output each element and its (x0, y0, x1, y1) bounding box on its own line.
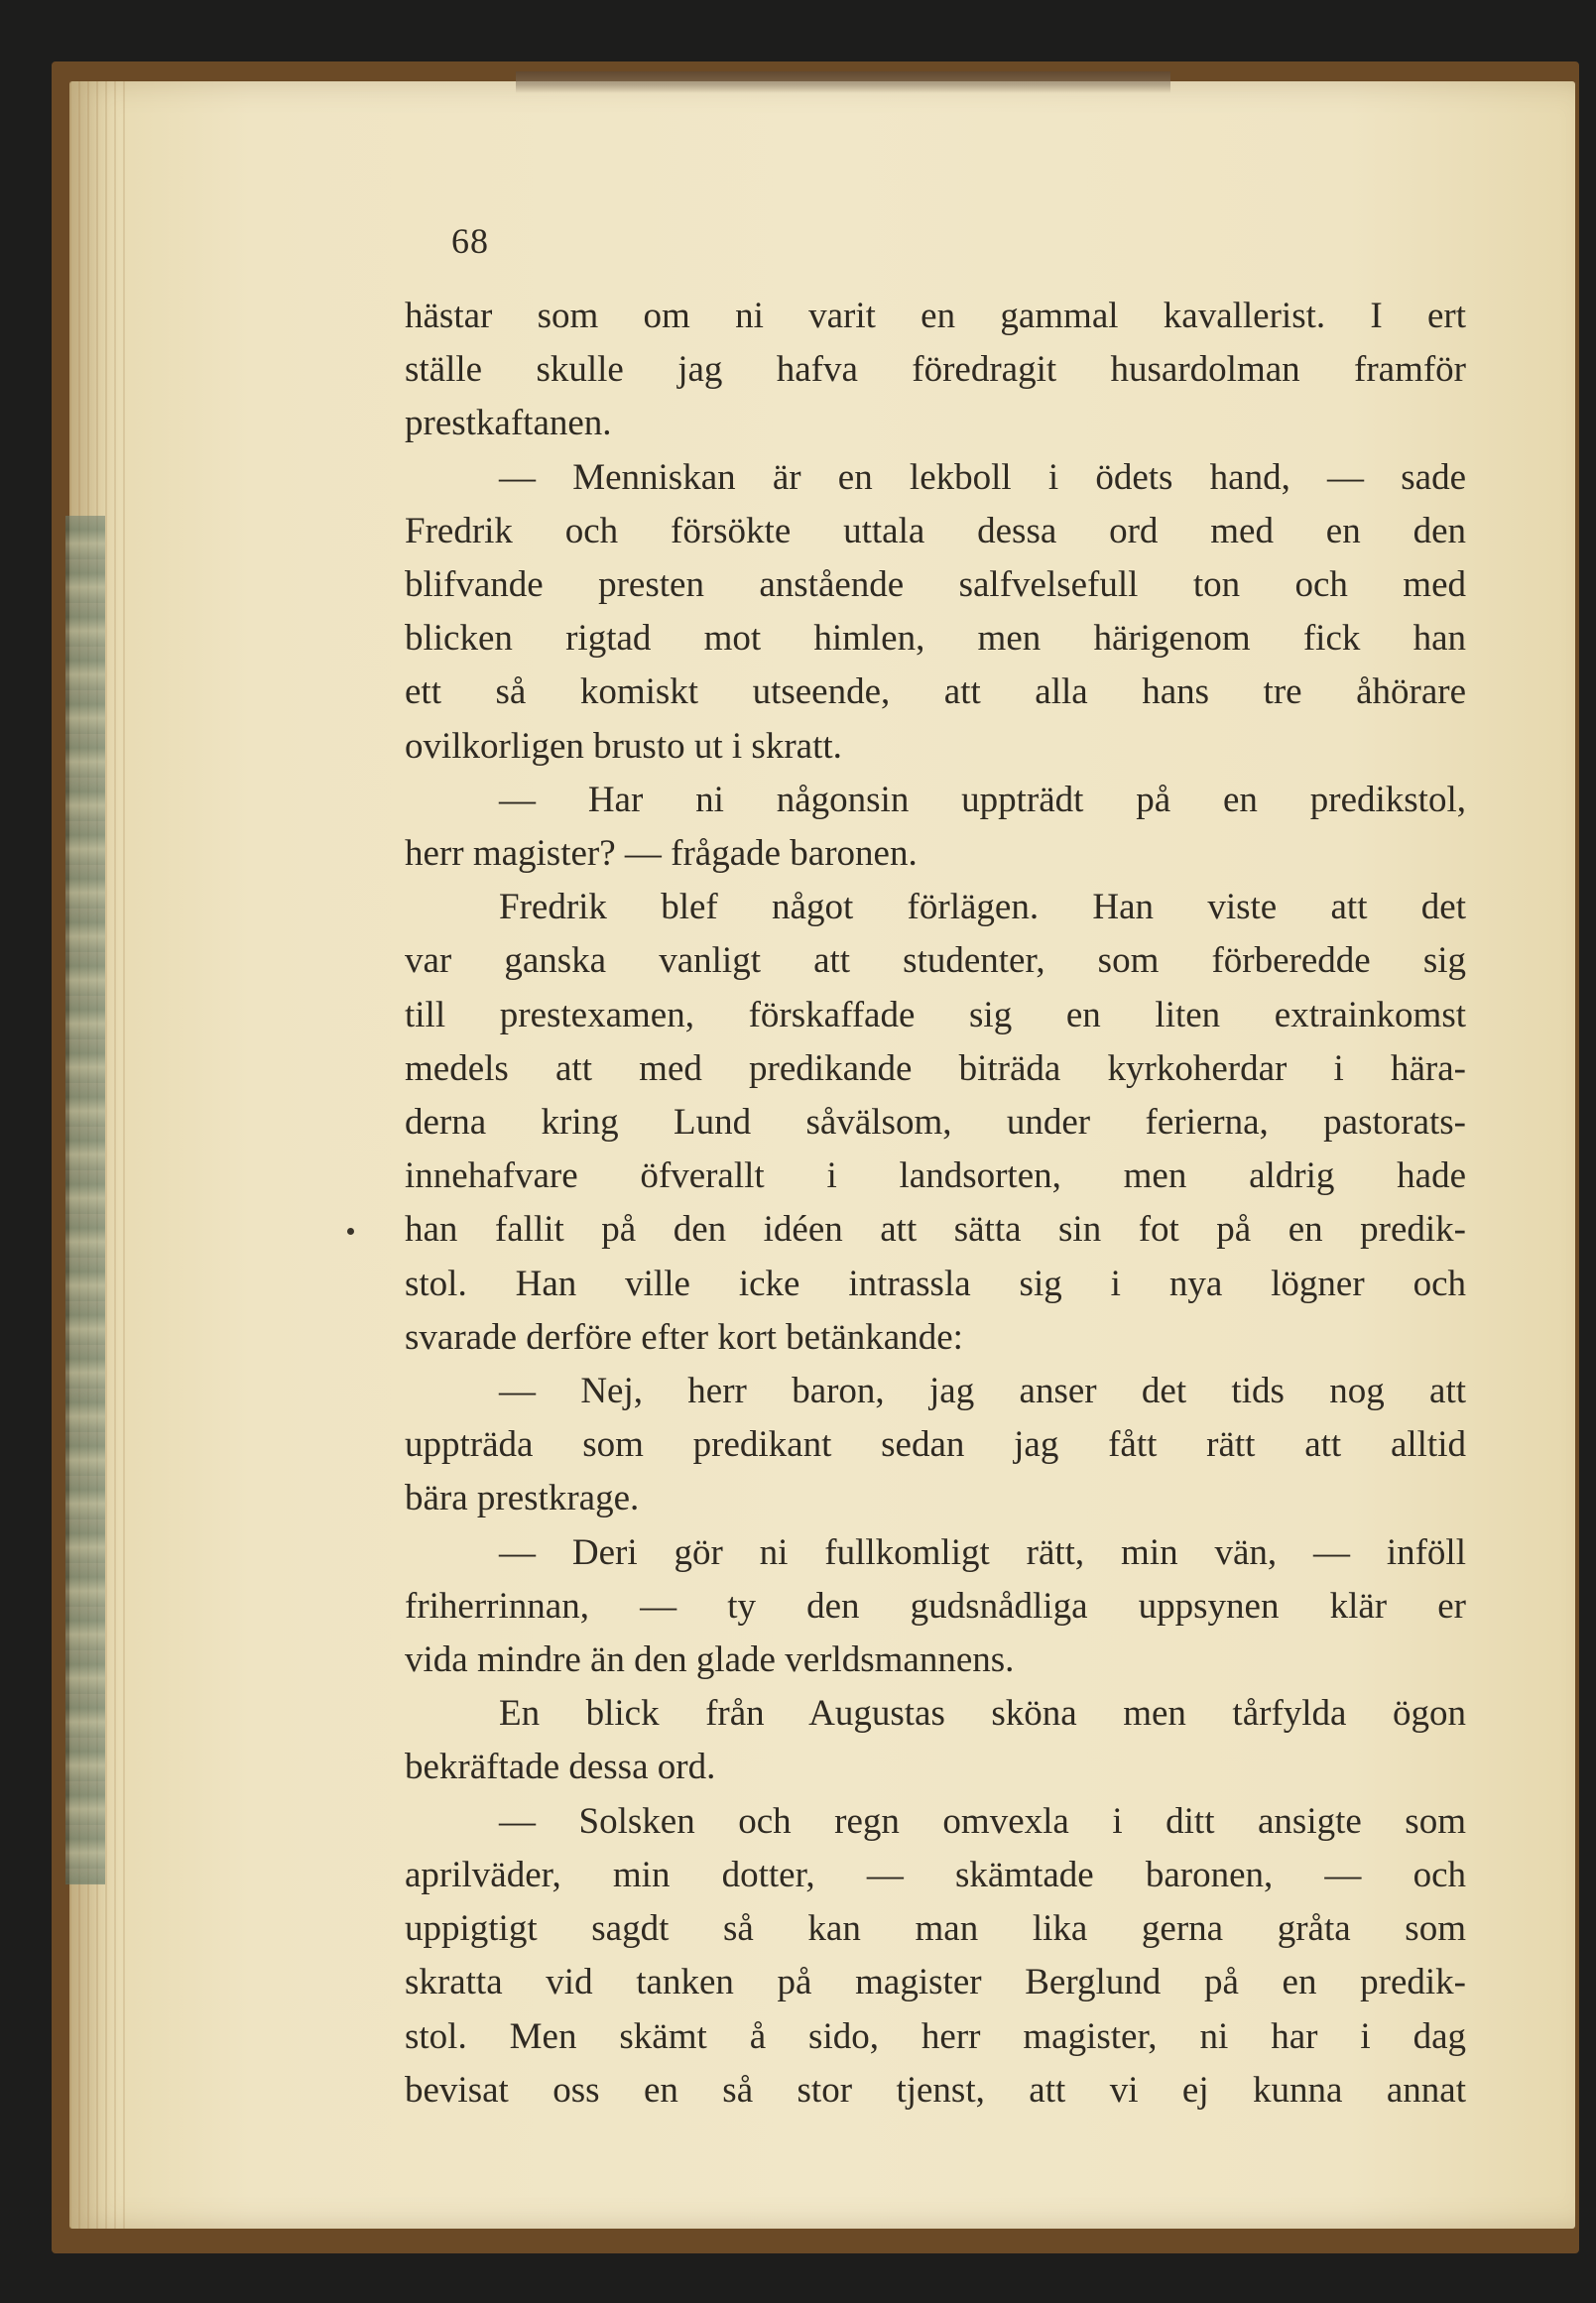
text-line: bekräftade dessa ord. (405, 1747, 716, 1788)
text-line: ett så komiskt utseende, att alla hans tre åhörare (405, 671, 1466, 713)
text-line: vida mindre än den glade verldsmannens. (405, 1639, 1015, 1681)
text-line: svarade derföre efter kort betänkande: (405, 1316, 963, 1358)
text-line: hästar som om ni varit en gammal kavallerist. I ert (405, 296, 1466, 336)
text-line: uppträda som predikant sedan jag fått rätt att alltid (405, 1424, 1466, 1466)
text-line: medels att med predikande biträda kyrkoherdar i hära- (405, 1047, 1466, 1089)
text-line: Fredrik blef något förlägen. Han viste att det (499, 887, 1466, 928)
text-line: — Deri gör ni fullkomligt rätt, min vän, — inföll (499, 1531, 1466, 1573)
paragraph (405, 881, 1466, 1365)
body-text (405, 290, 1466, 2118)
text-line: prestkaftanen. (405, 403, 612, 444)
paragraph (405, 1365, 1466, 1526)
text-line: Fredrik och försökte uttala dessa ord med en den (405, 510, 1466, 551)
text-line: — Nej, herr baron, jag anser det tids nog att (499, 1371, 1466, 1412)
text-line: — Solsken och regn omvexla i ditt ansigte som (499, 1800, 1466, 1842)
text-line: uppigtigt sagdt så kan man lika gerna gråta som (405, 1908, 1466, 1950)
paragraph (405, 774, 1466, 881)
text-line: herr magister? — frågade baronen. (405, 833, 918, 875)
text-line: var ganska vanligt att studenter, som förberedde sig (405, 940, 1466, 982)
text-line: ovilkorligen brusto ut i skratt. (405, 725, 842, 767)
text-line: stol. Men skämt å sido, herr magister, ni har i dag (405, 2015, 1466, 2057)
paragraph (405, 1795, 1466, 2118)
text-line: bära prestkrage. (405, 1478, 640, 1519)
text-line: derna kring Lund såvälsom, under ferierna, pastorats- (405, 1102, 1466, 1144)
top-binding-shadow (516, 71, 1170, 93)
paragraph (405, 1687, 1466, 1794)
paragraph (405, 451, 1466, 774)
text-line: skratta vid tanken på magister Berglund på en predik- (405, 1962, 1466, 2003)
text-line: — Menniskan är en lekboll i ödets hand, — sade (499, 456, 1466, 498)
margin-mark (347, 1228, 354, 1235)
paragraph (405, 290, 1466, 451)
text-line: friherrinnan, — ty den gudsnådliga uppsynen klär er (405, 1585, 1466, 1627)
text-line: blifvande presten anstående salfvelsefull ton och med (405, 564, 1466, 606)
text-line: innehafvare öfverallt i landsorten, men aldrig hade (405, 1155, 1466, 1197)
text-line: bevisat oss en så stor tjenst, att vi ej kunna annat (405, 2069, 1466, 2111)
text-line: han fallit på den idéen att sätta sin fot på en predik- (405, 1209, 1466, 1251)
text-line: ställe skulle jag hafva föredragit husardolman framför (405, 349, 1466, 391)
text-line: aprilväder, min dotter, — skämtade baronen, — och (405, 1854, 1466, 1895)
text-line: blicken rigtad mot himlen, men härigenom fick han (405, 618, 1466, 660)
text-line: till prestexamen, förskaffade sig en liten extrainkomst (405, 994, 1466, 1035)
text-line: En blick från Augustas sköna men tårfylda ögon (499, 1693, 1466, 1735)
page-number: 68 (451, 221, 489, 261)
text-line: — Har ni någonsin uppträdt på en predikstol, (499, 779, 1466, 820)
paragraph (405, 1526, 1466, 1688)
marbled-endpaper-edge (65, 516, 105, 1884)
text-line: stol. Han ville icke intrassla sig i nya lögner och (405, 1263, 1466, 1304)
